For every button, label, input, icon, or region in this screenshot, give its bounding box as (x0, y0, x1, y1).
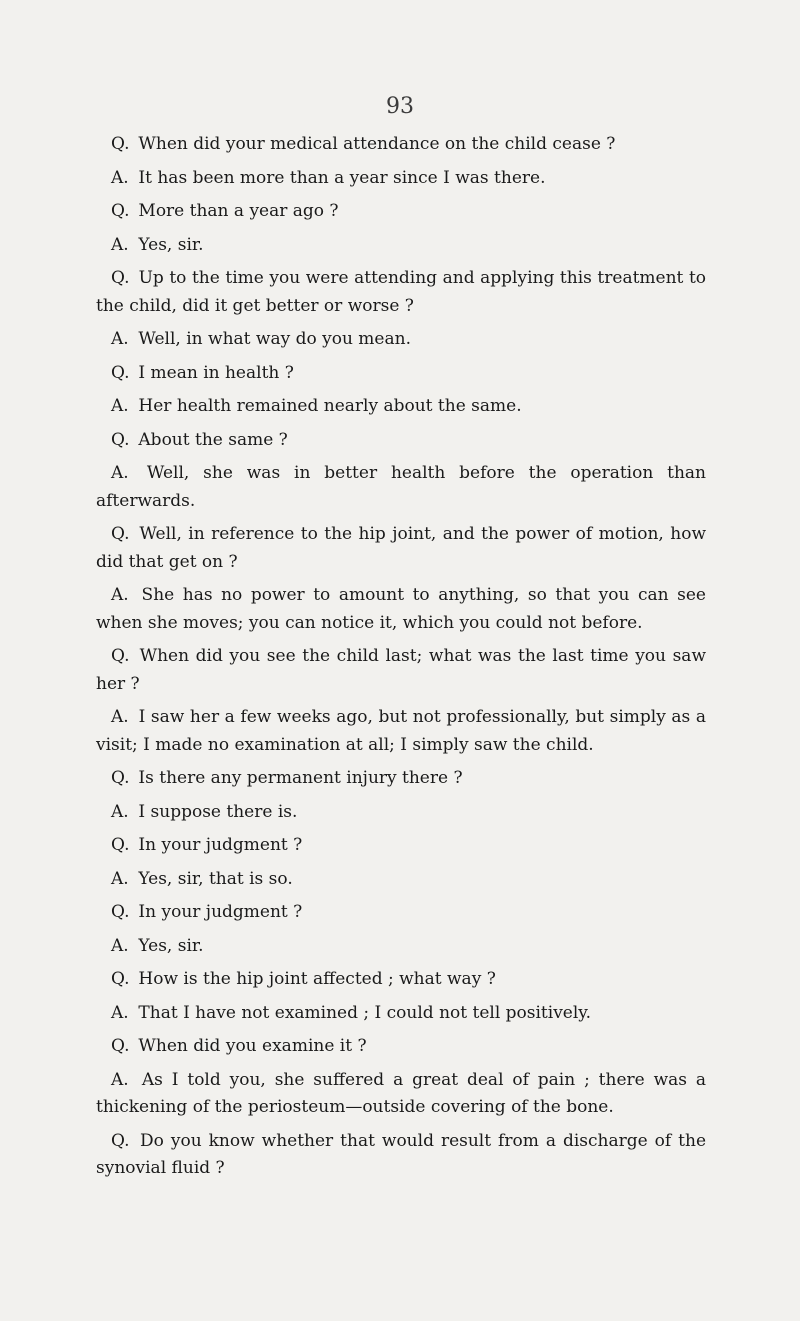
answer-text: Her health remained nearly about the same. (138, 396, 522, 416)
question-paragraph (96, 1128, 706, 1183)
answer-text: Well, in what way do you mean. (138, 329, 411, 349)
answer-paragraph (96, 933, 706, 961)
page-number: 93 (386, 94, 414, 119)
answer-paragraph (96, 165, 706, 193)
answer-paragraph (96, 326, 706, 354)
testimony-body (96, 131, 706, 1189)
answer-marker: A. (111, 868, 129, 889)
answer-marker: A. (111, 1069, 129, 1090)
answer-text: She has no power to amount to anything, so that you can see when she moves; you can notice it, which you could not before. (96, 585, 706, 633)
question-paragraph (96, 899, 706, 927)
question-text: In your judgment ? (138, 902, 303, 922)
question-marker: Q. (111, 646, 130, 666)
question-paragraph (96, 198, 706, 226)
answer-marker: A. (111, 234, 129, 255)
question-paragraph (96, 765, 706, 793)
answer-text: Yes, sir, that is so. (138, 868, 293, 889)
answer-paragraph (96, 1000, 706, 1028)
question-marker: Q. (111, 902, 130, 922)
question-marker: Q. (111, 1130, 130, 1151)
question-paragraph (96, 265, 706, 320)
question-text: When did your medical attendance on the child cease ? (138, 134, 616, 154)
answer-marker: A. (111, 585, 129, 605)
answer-text: That I have not examined ; I could not tell positively. (138, 1002, 592, 1023)
answer-text: I suppose there is. (138, 801, 298, 822)
question-text: Up to the time you were attending and applying this treatment to the child, did it get better or worse ? (96, 268, 707, 316)
answer-marker: A. (111, 801, 129, 822)
answer-paragraph (96, 582, 706, 637)
answer-paragraph (96, 393, 706, 421)
question-paragraph (96, 360, 706, 388)
answer-marker: A. (111, 396, 129, 416)
question-marker: Q. (111, 268, 130, 288)
answer-text: It has been more than a year since I was there. (138, 167, 546, 188)
question-text: Do you know whether that would result from a discharge of the synovial fluid ? (96, 1130, 706, 1178)
answer-paragraph (96, 799, 706, 827)
answer-paragraph (96, 460, 706, 515)
answer-paragraph (96, 1067, 706, 1122)
question-paragraph (96, 131, 706, 159)
question-text: How is the hip joint affected ; what way ? (138, 969, 496, 989)
question-text: More than a year ago ? (138, 201, 339, 221)
question-marker: Q. (111, 429, 130, 450)
answer-marker: A. (111, 935, 129, 956)
answer-marker: A. (111, 1002, 129, 1023)
question-paragraph (96, 832, 706, 860)
question-text: Is there any permanent injury there ? (138, 768, 463, 788)
question-marker: Q. (111, 524, 130, 544)
answer-marker: A. (111, 329, 129, 349)
answer-text: Well, she was in better health before the operation than afterwards. (96, 463, 707, 511)
question-marker: Q. (111, 969, 130, 989)
question-text: When did you examine it ? (138, 1036, 367, 1056)
question-text: In your judgment ? (138, 835, 303, 855)
answer-text: Yes, sir. (138, 935, 204, 956)
question-paragraph (96, 1033, 706, 1061)
question-paragraph (96, 427, 706, 455)
question-text: About the same ? (138, 429, 288, 450)
answer-paragraph (96, 866, 706, 894)
question-marker: Q. (111, 768, 130, 788)
question-marker: Q. (111, 835, 130, 855)
question-text: Well, in reference to the hip joint, and the power of motion, how did that get on ? (96, 524, 706, 572)
answer-marker: A. (111, 463, 129, 483)
answer-text: Yes, sir. (138, 234, 204, 255)
answer-marker: A. (111, 167, 129, 188)
question-marker: Q. (111, 362, 130, 383)
question-text: When did you see the child last; what was the last time you saw her ? (96, 646, 706, 694)
question-paragraph (96, 643, 706, 698)
answer-paragraph (96, 704, 706, 759)
question-paragraph (96, 966, 706, 994)
question-marker: Q. (111, 134, 130, 154)
question-marker: Q. (111, 1036, 130, 1056)
answer-marker: A. (111, 707, 129, 727)
answer-paragraph (96, 232, 706, 260)
answer-text: I saw her a few weeks ago, but not professionally, but simply as a visit; I made no examination at all; I simply saw the child. (96, 707, 707, 755)
question-paragraph (96, 521, 706, 576)
question-marker: Q. (111, 201, 130, 221)
question-text: I mean in health ? (138, 362, 294, 383)
answer-text: As I told you, she suffered a great deal of pain ; there was a thickening of the periosteum—outside covering of the bone. (96, 1069, 707, 1117)
